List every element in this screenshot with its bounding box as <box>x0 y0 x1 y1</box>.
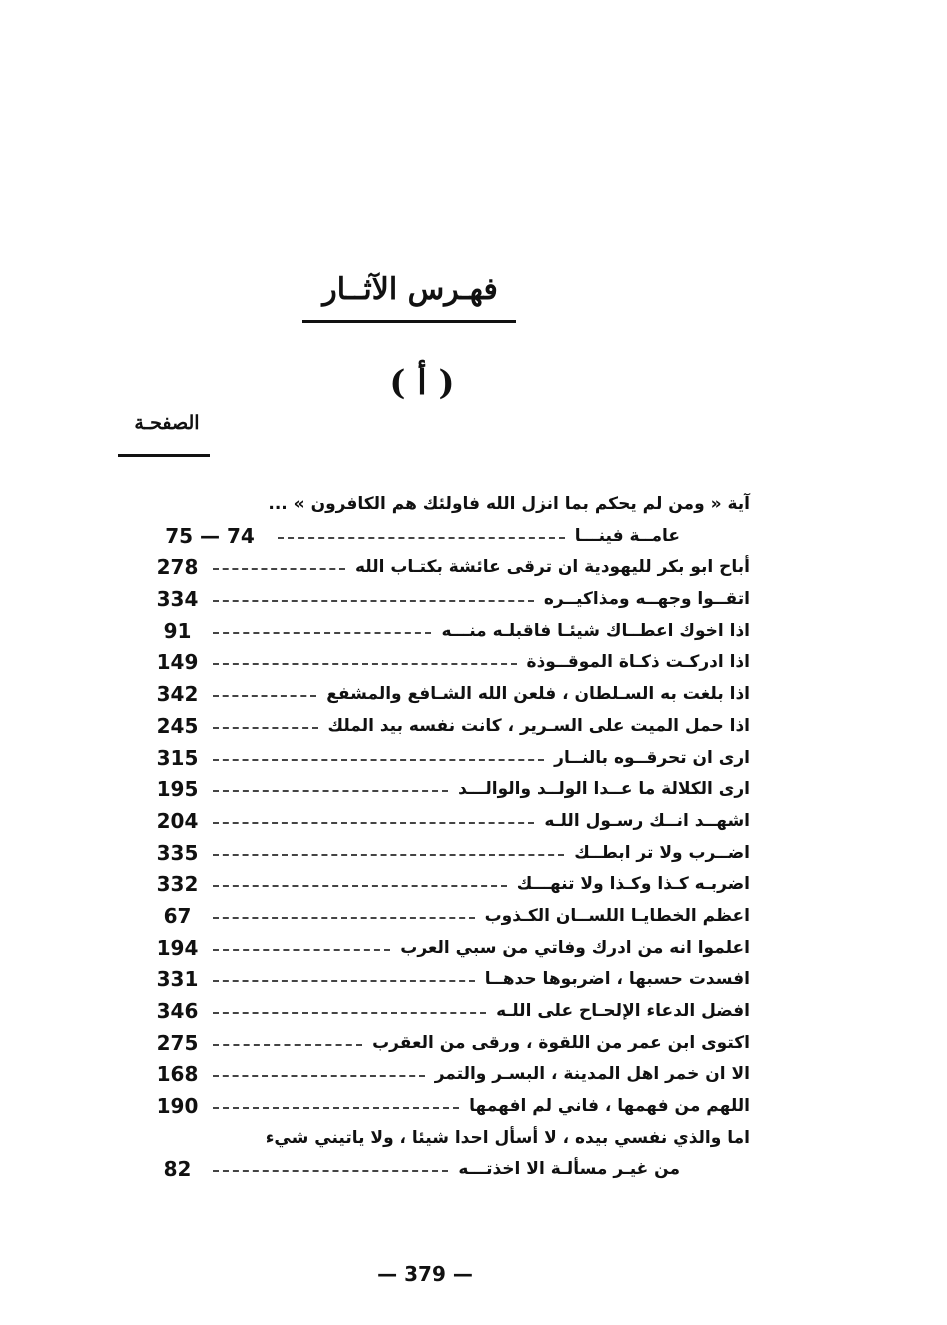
entry-text: من غيـر مسألـة الا اخذتـــه <box>458 1159 680 1180</box>
index-entry <box>150 712 750 744</box>
leader-dots <box>213 695 316 697</box>
entry-page-number: 91 <box>163 618 192 643</box>
leader-dots <box>213 917 475 919</box>
index-entry <box>150 807 750 839</box>
entry-page-number: 82 <box>163 1157 192 1182</box>
entry-text: افسدت حسبها ، اضربوها حدهــا <box>484 969 750 990</box>
entry-page-number: 168 <box>156 1062 199 1087</box>
entry-text: اعظم الخطايـا اللســان الكـذوب <box>484 905 750 926</box>
entry-page-number: 75 — 74 <box>165 523 255 548</box>
leader-dots <box>213 759 544 761</box>
index-entry <box>150 744 750 776</box>
leader-dots <box>213 980 475 982</box>
entry-text: افضل الدعاء الإلحـاح على اللـه <box>496 1001 750 1021</box>
entry-page-number: 315 <box>156 745 199 770</box>
entry-page-number: 331 <box>156 967 199 992</box>
page-number: — 379 — <box>377 1262 473 1286</box>
entry-text: ارى ان تحرقــوه بالنــار <box>554 747 750 768</box>
entry-text: اذا ادركـت ذكـاة الموقــوذة <box>526 652 750 673</box>
index-entry <box>150 680 750 712</box>
entry-page-number: 149 <box>156 650 199 675</box>
index-entry <box>150 585 750 617</box>
entry-text: اضــرب ولا تر ابطــك <box>574 842 750 863</box>
index-entry <box>150 522 750 554</box>
leader-dots <box>213 1075 425 1077</box>
page-title: فهـرس الآثــار <box>322 272 498 307</box>
index-entry <box>150 839 750 871</box>
entry-page-number: 278 <box>156 555 199 580</box>
section-letter: ( أ ) <box>389 363 455 403</box>
index-entries <box>150 490 750 1187</box>
entry-text: الا ان خمر اهل المدينة ، البسـر والتمر <box>434 1064 750 1085</box>
page-column-underline <box>118 454 210 457</box>
page-column-header: الصفحـة <box>134 412 200 434</box>
leader-dots <box>278 537 565 539</box>
leader-dots <box>213 600 534 602</box>
entry-page-number: 275 <box>156 1030 199 1055</box>
leader-dots <box>213 854 564 856</box>
entry-page-number: 190 <box>156 1094 199 1119</box>
leader-dots <box>213 727 318 729</box>
index-entry <box>150 902 750 934</box>
entry-page-number: 245 <box>156 713 199 738</box>
index-entry <box>150 490 750 522</box>
entry-page-number: 342 <box>156 682 199 707</box>
entry-page-number: 346 <box>156 999 199 1023</box>
entry-page-number: 335 <box>156 840 199 865</box>
leader-dots <box>213 790 448 792</box>
entry-text: اذا اخوك اعطــاك شيئـا فاقبلـه منـــه <box>441 620 750 641</box>
leader-dots <box>213 885 507 887</box>
leader-dots <box>213 1044 362 1046</box>
entry-text: اكتوى ابن عمر من اللقوة ، ورقى من العقرب <box>372 1032 750 1053</box>
entry-text: عامــة فينـــا <box>574 525 680 546</box>
leader-dots <box>213 632 431 634</box>
entry-text: اللهم من فهمها ، فاني لم افهمها <box>469 1096 750 1117</box>
leader-dots <box>213 663 517 665</box>
index-entry <box>150 648 750 680</box>
entry-page-number: 195 <box>156 777 199 802</box>
entry-text: آية « ومن لم يحكم بما انزل الله فاولئك هم الكافرون » ... <box>268 494 750 514</box>
index-entry <box>150 997 750 1029</box>
leader-dots <box>213 1107 459 1109</box>
entry-page-number: 194 <box>156 935 199 960</box>
index-entry <box>150 617 750 649</box>
index-entry <box>150 1124 750 1156</box>
leader-dots <box>213 949 390 951</box>
leader-dots <box>213 568 345 570</box>
entry-page-number: 204 <box>156 808 199 833</box>
leader-dots <box>213 1012 486 1014</box>
entry-text: اضربـه كـذا وكـذا ولا تنهـــك <box>516 874 750 895</box>
index-entry <box>150 870 750 902</box>
entry-page-number: 67 <box>163 903 192 928</box>
entry-page-number: 332 <box>156 872 199 897</box>
title-underline <box>302 320 516 323</box>
index-entry <box>150 1092 750 1124</box>
entry-text: اما والذي نفسي بيده ، لا أسأل احدا شيئا ، ولا ياتيني شيء <box>265 1127 750 1148</box>
entry-text: اعلموا انه من ادرك وفاتي من سبي العرب <box>400 937 750 958</box>
index-entry <box>150 934 750 966</box>
index-entry <box>150 1029 750 1061</box>
entry-page-number: 334 <box>156 587 199 612</box>
index-entry <box>150 553 750 585</box>
index-entry <box>150 1060 750 1092</box>
entry-text: ارى الكلالة ما عــدا الولــد والوالـــد <box>458 779 750 800</box>
index-entry <box>150 965 750 997</box>
leader-dots <box>213 822 534 824</box>
entry-text: اشهــد انــك رسـول اللـه <box>544 810 750 831</box>
leader-dots <box>213 1170 448 1172</box>
entry-text: اذا بلغت به السـلطان ، فلعن الله الشـافع والمشفع <box>326 684 750 705</box>
index-entry <box>150 1155 750 1187</box>
index-entry <box>150 775 750 807</box>
entry-text: اذا حمل الميت على السـرير ، كانت نفسه بيد الملك <box>327 715 750 736</box>
entry-text: أباح ابو بكر لليهودية ان ترقى عائشة بكتـاب الله <box>354 557 750 578</box>
entry-text: اتقــوا وجهــه ومذاكيــره <box>543 589 750 610</box>
